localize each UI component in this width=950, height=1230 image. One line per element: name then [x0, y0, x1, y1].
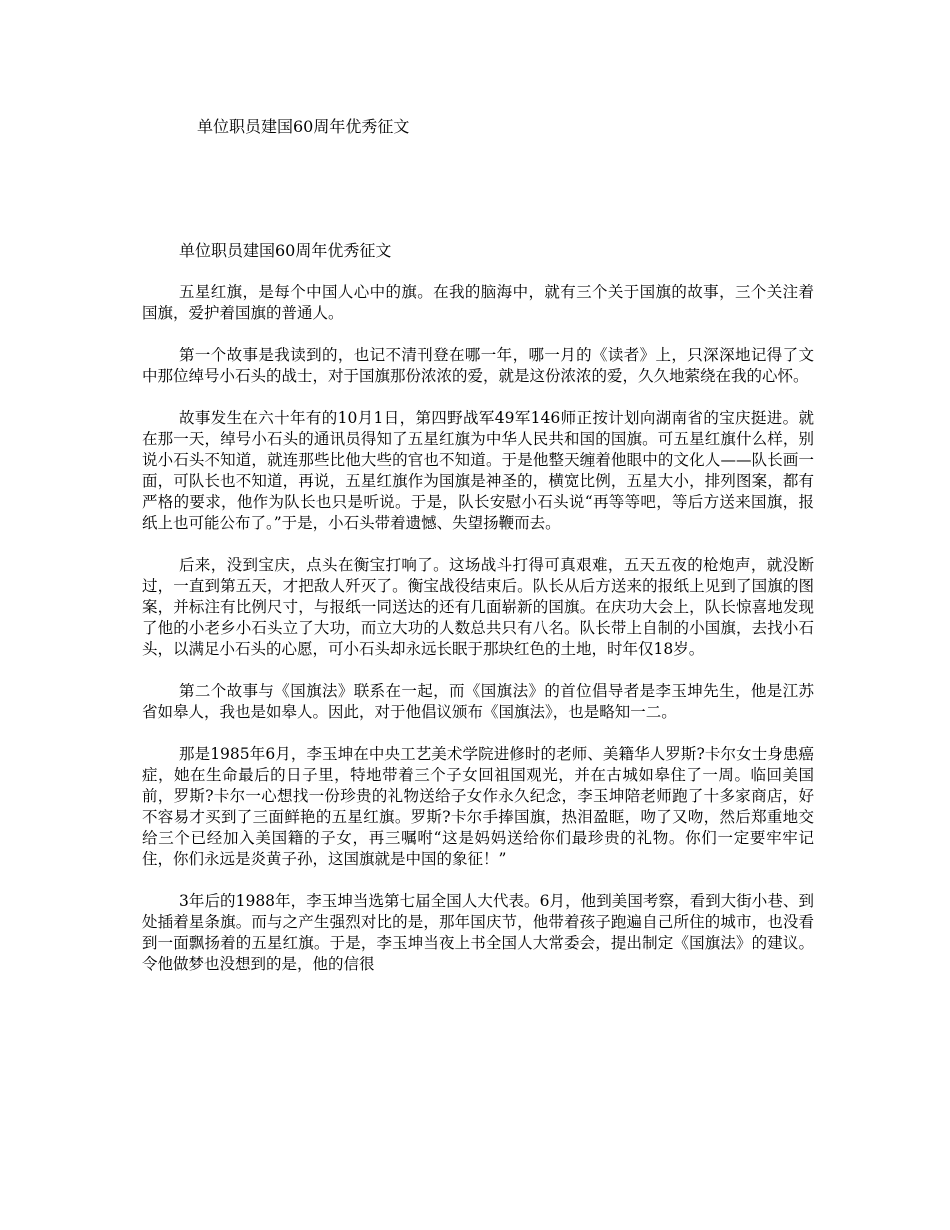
- paragraph-1985: 那是1985年6月，李玉坤在中央工艺美术学院进修时的老师、美籍华人罗斯?卡尔女士身患癌症，她在生命最后的日子里，特地带着三个子女回祖国观光，并在古城如皋住了一周。临回美国前，罗斯?卡尔一心想找一份珍贵的礼物送给子女作永久纪念，李玉坤陪老师跑了十多家商店，好不容易才买到了三面鲜艳的五星红旗。罗斯?卡尔手捧国旗，热泪盈眶，吻了又吻，然后郑重地交给三个已经加入美国籍的子女，再三嘱咐“这是妈妈送给你们最珍贵的礼物。你们一定要牢牢记住，你们永远是炎黄子孙，这国旗就是中国的象征！”: [142, 745, 814, 868]
- header-title: 单位职员建国60周年优秀征文: [197, 117, 410, 136]
- paragraph-1988: 3年后的1988年，李玉坤当选第七届全国人大代表。6月，他到美国考察，看到大街小巷、到处插着星条旗。而与之产生强烈对比的是，那年国庆节，他带着孩子跑遍自己所住的城市，也没看到一面飘扬着的五星红旗。于是，李玉坤当夜上书全国人大常委会，提出制定《国旗法》的建议。令他做梦也没想到的是，他的信很: [142, 892, 814, 973]
- article-title: 单位职员建国60周年优秀征文: [179, 241, 392, 260]
- article-body: [142, 240, 814, 996]
- paragraph-intro: 五星红旗，是每个中国人心中的旗。在我的脑海中，就有三个关于国旗的故事，三个关注着国旗，爱护着国旗的普通人。: [142, 283, 814, 322]
- paragraph-second-story: 第二个故事与《国旗法》联系在一起，而《国旗法》的首位倡导者是李玉坤先生，他是江苏省如皋人，我也是如皋人。因此，对于他倡议颁布《国旗法》，也是略知一二。: [142, 682, 814, 721]
- paragraph-story-background: 故事发生在六十年有的10月1日，第四野战军49军146师正按计划向湖南省的宝庆挺进。就在那一天，绰号小石头的通讯员得知了五星红旗为中华人民共和国的国旗。可五星红旗什么样，别说小石头不知道，就连那些比他大些的官也不知道。于是他整天缠着他眼中的文化人——队长画一面，可队长也不知道，再说，五星红旗作为国旗是神圣的，横宽比例，五星大小，排列图案，都有严格的要求，他作为队长也只是听说。于是，队长安慰小石头说“再等等吧，等后方送来国旗，报纸上也可能公布了。”于是，小石头带着遗憾、失望扬鞭而去。: [142, 409, 814, 532]
- paragraph-first-story: 第一个故事是我读到的，也记不清刊登在哪一年，哪一月的《读者》上，只深深地记得了文中那位绰号小石头的战士，对于国旗那份浓浓的爱，就是这份浓浓的爱，久久地萦绕在我的心怀。: [142, 346, 814, 385]
- paragraph-battle: 后来，没到宝庆，点头在衡宝打响了。这场战斗打得可真艰难，五天五夜的枪炮声，就没断过，一直到第五天，才把敌人歼灭了。衡宝战役结束后。队长从后方送来的报纸上见到了国旗的图案，并标注有比例尺寸，与报纸一同送达的还有几面崭新的国旗。在庆功大会上，队长惊喜地发现了他的小老乡小石头立了大功，而立大功的人数总共只有八名。队长带上自制的小国旗，去找小石头，以满足小石头的心愿，可小石头却永远长眠于那块红色的土地，时年仅18岁。: [142, 556, 814, 658]
